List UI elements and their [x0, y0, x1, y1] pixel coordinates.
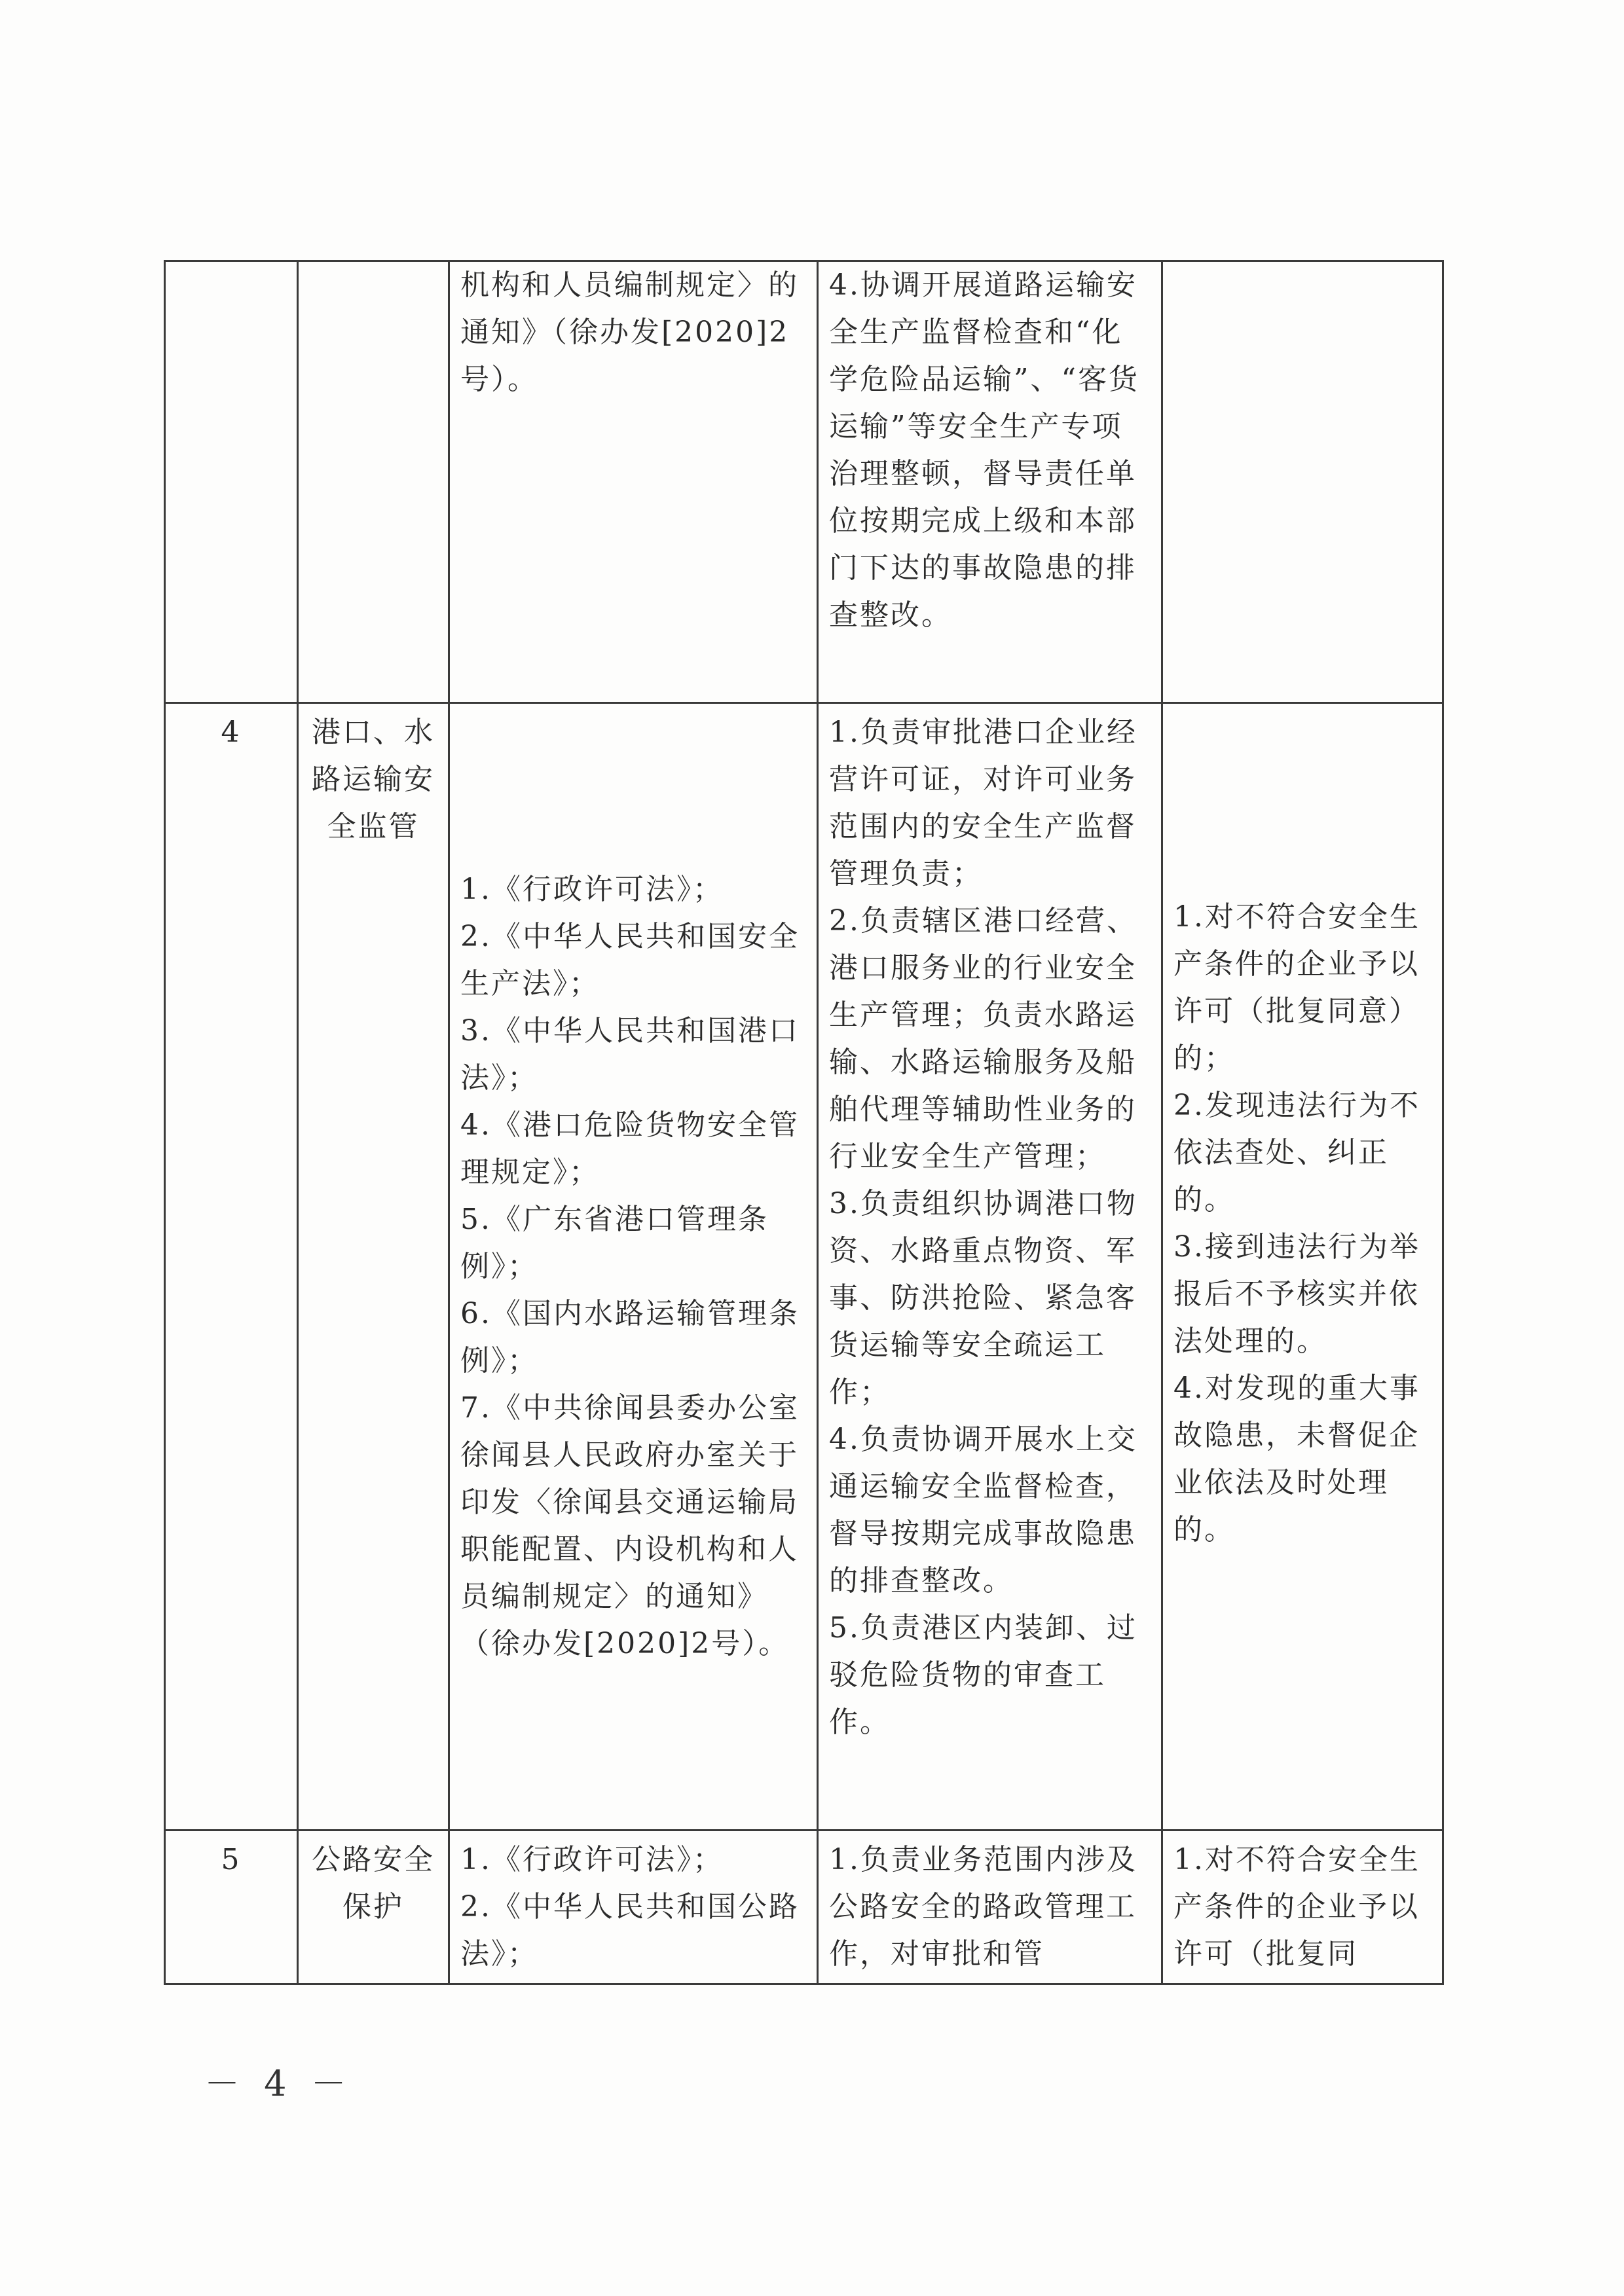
basis-entry: 2.《中华人民共和国公路法》；: [460, 1890, 800, 1971]
page-number: － 4 －: [204, 2063, 353, 2104]
basis-cell: [449, 261, 818, 703]
accountability-entry: 2.发现违法行为不依法查处、纠正的。: [1173, 1089, 1420, 1216]
basis-entry: 1.《行政许可法》；: [460, 872, 724, 906]
basis-entry: 4.《港口危险货物安全管理规定》；: [460, 1108, 800, 1189]
basis-entry: 2.《中华人民共和国安全生产法》；: [460, 919, 800, 1000]
duty-entry: 4.负责协调开展水上交通运输安全监督检查，督导按期完成事故隐患的排查整改。: [829, 1423, 1137, 1597]
table-row: [165, 1831, 1443, 1984]
basis-entry: 7.《中共徐闻县委办公室徐闻县人民政府办室关于印发〈徐闻县交通运输局职能配置、内设机构和人员编制规定〉的通知》（徐办发[2020]2号）。: [460, 1391, 800, 1660]
row-number-cell: 5: [165, 1831, 298, 1984]
accountability-entry: 1.对不符合安全生产条件的企业予以许可（批复同意）的；: [1173, 900, 1420, 1075]
duty-entry: 2.负责辖区港口经营、港口服务业的行业安全生产管理；负责水路运输、水路运输服务及船舶代理等辅助性业务的行业安全生产管理；: [829, 904, 1137, 1173]
duties-cell: [818, 1831, 1162, 1984]
duty-entry: 5.负责港区内装卸、过驳危险货物的审查工作。: [829, 1611, 1137, 1739]
row-number-cell: 4: [165, 703, 298, 1831]
duty-entry: 4.协调开展道路运输安全生产监督检查和“化学危险品运输”、“客货运输”等安全生产专项治理整顿，督导责任单位按期完成上级和本部门下达的事故隐患的排查整改。: [829, 268, 1139, 632]
basis-entry: 机构和人员编制规定〉的通知》（徐办发[2020]2号）。: [460, 268, 799, 396]
responsibility-table: [164, 260, 1444, 1985]
accountability-cell: [1162, 1831, 1443, 1984]
item-cell: 港口、水路运输安全监管: [298, 703, 449, 1831]
accountability-entry: 1.对不符合安全生产条件的企业予以许可（批复同: [1173, 1843, 1420, 1971]
item-cell: 公路安全保护: [298, 1831, 449, 1984]
basis-cell: [449, 1831, 818, 1984]
duties-cell: [818, 703, 1162, 1831]
basis-cell: [449, 703, 818, 1831]
table-row: [165, 261, 1443, 703]
basis-entry: 6.《国内水路运输管理条例》；: [460, 1296, 800, 1377]
duty-entry: 3.负责组织协调港口物资、水路重点物资、军事、防洪抢险、紧急客货运输等安全疏运工作；: [829, 1187, 1137, 1409]
basis-entry: 3.《中华人民共和国港口法》；: [460, 1013, 800, 1095]
accountability-entry: 3.接到违法行为举报后不予核实并依法处理的。: [1173, 1230, 1420, 1358]
basis-entry: 1.《行政许可法》；: [460, 1843, 724, 1876]
duty-entry: 1.负责审批港口企业经营许可证，对许可业务范围内的安全生产监督管理负责；: [829, 716, 1137, 890]
accountability-cell: [1162, 703, 1443, 1831]
item-cell: [298, 261, 449, 703]
duties-cell: [818, 261, 1162, 703]
duty-entry: 1.负责业务范围内涉及公路安全的路政管理工作，对审批和管: [829, 1843, 1137, 1971]
row-number-cell: [165, 261, 298, 703]
basis-entry: 5.《广东省港口管理条例》；: [460, 1202, 769, 1283]
table-row: [165, 703, 1443, 1831]
accountability-cell: [1162, 261, 1443, 703]
accountability-entry: 4.对发现的重大事故隐患，未督促企业依法及时处理的。: [1173, 1372, 1420, 1546]
